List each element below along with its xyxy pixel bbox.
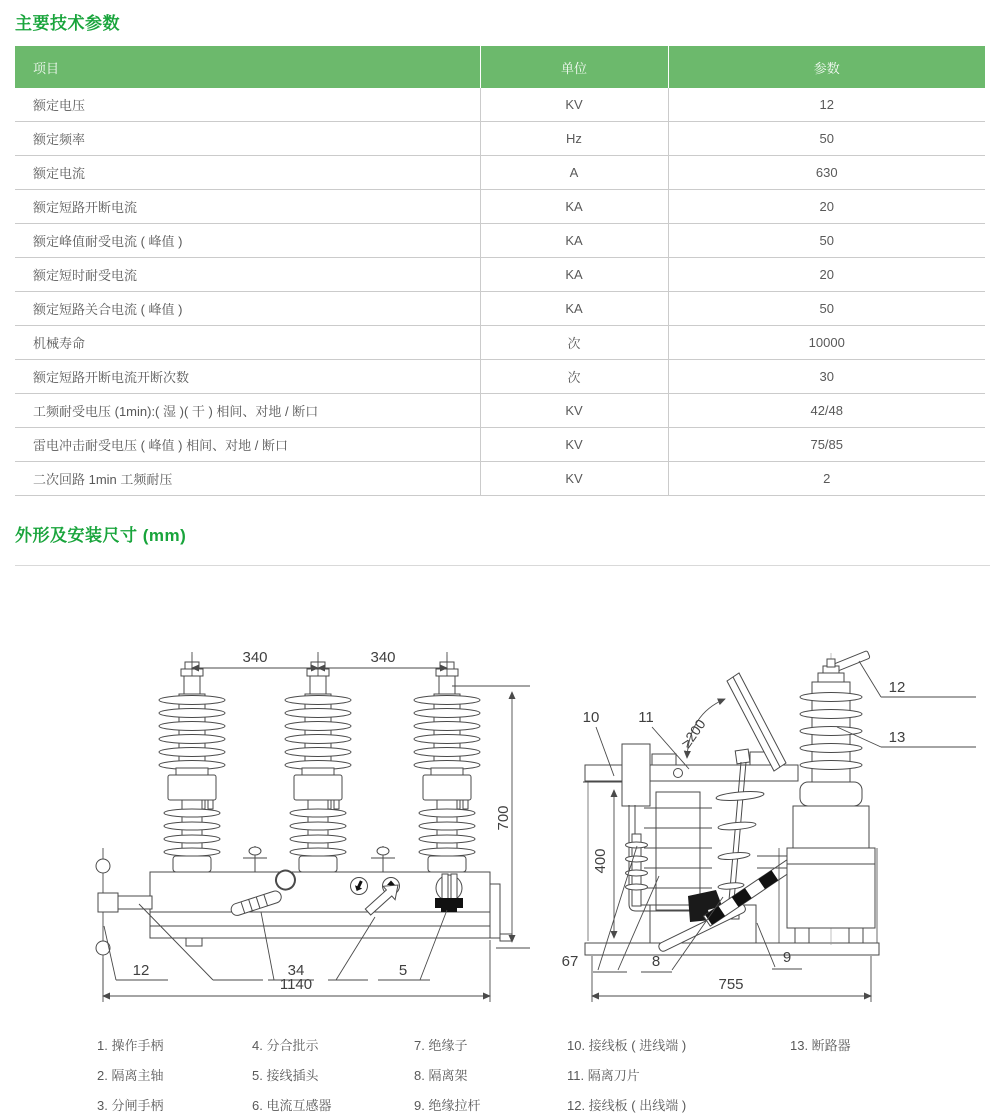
legend-column xyxy=(97,1031,163,1114)
legend-column xyxy=(790,1031,851,1061)
table-header-row xyxy=(15,46,985,88)
wiring-plug xyxy=(435,874,463,912)
cell-item: 额定短路关合电流 ( 峰值 ) xyxy=(15,292,480,326)
pole-insulator xyxy=(159,655,225,872)
cell-item: 额定短时耐受电流 xyxy=(15,258,480,292)
part-label-11: 11 xyxy=(638,709,654,726)
legend-item: 5. 接线插头 xyxy=(252,1068,319,1083)
breaker-pole xyxy=(757,651,877,945)
technical-drawing xyxy=(0,595,1000,1030)
cell-item: 额定电压 xyxy=(15,88,480,122)
table-row xyxy=(15,360,985,394)
legend-item: 2. 隔离主轴 xyxy=(97,1068,164,1083)
parameters-table xyxy=(15,46,985,496)
front-view xyxy=(96,649,530,1002)
dim-700: 700 xyxy=(495,805,512,831)
pole-insulator xyxy=(414,655,480,872)
cell-value: 75/85 xyxy=(668,428,985,462)
support-bracket xyxy=(371,846,395,872)
support-bracket xyxy=(243,846,267,872)
cell-unit: A xyxy=(480,156,668,190)
platform-beam xyxy=(585,765,798,781)
cell-value: 50 xyxy=(668,122,985,156)
table-row xyxy=(15,122,985,156)
cell-unit: 次 xyxy=(480,326,668,360)
cell-item: 额定短路开断电流 xyxy=(15,190,480,224)
cell-unit: KV xyxy=(480,428,668,462)
legend-column xyxy=(252,1031,331,1114)
cell-item: 机械寿命 xyxy=(15,326,480,360)
cell-value: 42/48 xyxy=(668,394,985,428)
legend-item: 1. 操作手柄 xyxy=(97,1038,164,1053)
header-item: 项目 xyxy=(15,46,480,88)
cell-item: 额定峰值耐受电流 ( 峰值 ) xyxy=(15,224,480,258)
legend-column xyxy=(567,1031,686,1114)
legend-item: 4. 分合批示 xyxy=(252,1038,319,1053)
incoming-terminal-block xyxy=(622,744,650,806)
cell-unit: KV xyxy=(480,394,668,428)
part-label-67: 67 xyxy=(561,953,579,970)
cell-item: 额定频率 xyxy=(15,122,480,156)
cell-item: 二次回路 1min 工频耐压 xyxy=(15,462,480,496)
legend-item: 6. 电流互感器 xyxy=(252,1098,332,1113)
part-label-13: 13 xyxy=(888,729,906,746)
section-divider xyxy=(15,565,990,566)
part-label-8: 8 xyxy=(651,953,661,970)
cell-value: 50 xyxy=(668,292,985,326)
table-row xyxy=(15,394,985,428)
legend-item: 12. 接线板 ( 出线端 ) xyxy=(567,1098,687,1113)
section-title-dimensions: 外形及安装尺寸 (mm) xyxy=(15,526,187,545)
header-value: 参数 xyxy=(668,46,985,88)
dim-400: 400 xyxy=(592,848,609,874)
cell-item: 雷电冲击耐受电压 ( 峰值 ) 相间、对地 / 断口 xyxy=(15,428,480,462)
cell-unit: Hz xyxy=(480,122,668,156)
legend-item: 3. 分闸手柄 xyxy=(97,1098,164,1113)
dim-340-left: 340 xyxy=(242,649,268,666)
cell-unit: KA xyxy=(480,258,668,292)
part-label-10: 10 xyxy=(582,709,600,726)
cell-value: 630 xyxy=(668,156,985,190)
legend-column xyxy=(414,1031,480,1114)
part-label-5: 5 xyxy=(398,962,408,979)
header-unit: 单位 xyxy=(480,46,668,88)
dim-755: 755 xyxy=(718,976,744,993)
cell-value: 20 xyxy=(668,258,985,292)
cell-value: 12 xyxy=(668,88,985,122)
cell-unit: KV xyxy=(480,462,668,496)
cell-unit: KA xyxy=(480,190,668,224)
cell-value: 30 xyxy=(668,360,985,394)
cell-unit: KA xyxy=(480,224,668,258)
legend-item: 7. 绝缘子 xyxy=(414,1038,468,1053)
legend-item: 8. 隔离架 xyxy=(414,1068,468,1083)
clearance-label: ≥200 xyxy=(677,716,709,751)
table-row xyxy=(15,462,985,496)
table-row xyxy=(15,224,985,258)
cell-unit: KV xyxy=(480,88,668,122)
table-row xyxy=(15,156,985,190)
table-row xyxy=(15,428,985,462)
side-view xyxy=(562,651,976,1002)
dim-340-right: 340 xyxy=(370,649,396,666)
legend-item: 11. 隔离刀片 xyxy=(567,1068,640,1083)
section-title-parameters: 主要技术参数 xyxy=(15,14,120,33)
legend-item: 9. 绝缘拉杆 xyxy=(414,1098,481,1113)
table-row xyxy=(15,88,985,122)
cell-value: 20 xyxy=(668,190,985,224)
table-row xyxy=(15,258,985,292)
legend-item: 10. 接线板 ( 进线端 ) xyxy=(567,1038,687,1053)
cell-value: 2 xyxy=(668,462,985,496)
part-label-34: 34 xyxy=(287,962,305,979)
table-row xyxy=(15,326,985,360)
cell-unit: KA xyxy=(480,292,668,326)
table-row xyxy=(15,190,985,224)
pole-insulator xyxy=(285,655,351,872)
cell-unit: 次 xyxy=(480,360,668,394)
cell-item: 工频耐受电压 (1min):( 湿 )( 干 ) 相间、对地 / 断口 xyxy=(15,394,480,428)
table-row xyxy=(15,292,985,326)
part-label-9: 9 xyxy=(782,949,792,966)
part-label-12: 12 xyxy=(888,679,906,696)
cell-value: 50 xyxy=(668,224,985,258)
cell-value: 10000 xyxy=(668,326,985,360)
part-label-12: 12 xyxy=(132,962,150,979)
cell-item: 额定电流 xyxy=(15,156,480,190)
cell-item: 额定短路开断电流开断次数 xyxy=(15,360,480,394)
dim-1140: 1140 xyxy=(279,976,313,993)
legend-item: 13. 断路器 xyxy=(790,1038,851,1053)
